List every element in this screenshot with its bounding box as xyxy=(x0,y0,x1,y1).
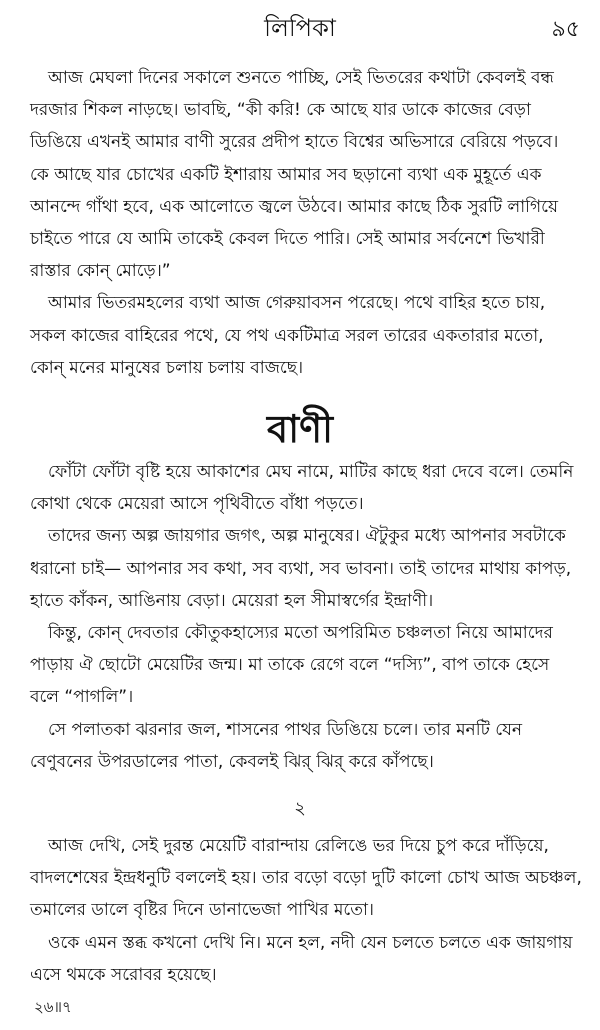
page-number: ৯৫ xyxy=(551,17,580,42)
section-title: বাণী xyxy=(266,407,334,451)
paragraph: কিন্তু, কোন্‌ দেবতার কৌতুকহাস্যের মতো অপরিমিত চঞ্চলতা নিয়ে আমাদের পাড়ায় ঐ ছোটো মেয়েটির জন্ম। মা তাকে রেগে বলে “দস্যি”, বাপ তাকে হেসে বলে “পাগলি”। xyxy=(30,623,553,708)
section-two xyxy=(30,456,582,778)
paragraph: তাদের জন্য অল্প জায়গার জগৎ, অল্প মানুষের। ঐটুকুর মধ্যে আপনার সবটাকে ধরানো চাই— আপনার সব কথা, সব ব্যথা, সব ভাবনা। তাই তাদের মাথায় কাপড়, হাতে কাঁকন, আঙিনায় বেড়া। মেয়েরা হল সীমাস্বর্গের ইন্দ্রাণী। xyxy=(30,526,572,611)
section-number: ২ xyxy=(294,798,306,819)
section-one xyxy=(30,62,582,384)
running-title: লিপিকা xyxy=(264,14,336,42)
printer-signature: ২৬॥৭ xyxy=(34,998,72,1016)
paragraph: আমার ভিতরমহলের ব্যথা আজ গেরুয়াবসন পরেছে। পথে বাহির হতে চায়, সকল কাজের বাহিরের পথে, যে পথ একটিমাত্র সরল তারের একতারার মতো, কোন্‌ মনের মানুষের চলায় চলায় বাজছে। xyxy=(30,293,546,378)
paragraph: ফোঁটা ফোঁটা বৃষ্টি হয়ে আকাশের মেঘ নামে, মাটির কাছে ধরা দেবে বলে। তেমনি কোথা থেকে মেয়েরা আসে পৃথিবীতে বাঁধা পড়তে। xyxy=(30,462,574,515)
section-three xyxy=(30,830,582,991)
paragraph: আজ দেখি, সেই দুরন্ত মেয়েটি বারান্দায় রেলিঙে ভর দিয়ে চুপ করে দাঁড়িয়ে, বাদলশেষের ইন্দ্রধনুটি বললেই হয়। তার বড়ো বড়ো দুটি কালো চোখ আজ অচঞ্চল, তমালের ডালে বৃষ্টির দিনে ডানাভেজা পাখির মতো। xyxy=(30,836,582,921)
paragraph: আজ মেঘলা দিনের সকালে শুনতে পাচ্ছি, সেই ভিতরের কথাটা কেবলই বন্ধ দরজার শিকল নাড়ছে। ভাবছি, “কী করি! কে আছে যার ডাকে কাজের বেড়া ডিঙিয়ে এখনই আমার বাণী সুরের প্রদীপ হাতে বিশ্বের অভিসারে বেরিয়ে পড়বে। কে আছে যার চোখের একটি ইশারায় আমার সব ছড়ানো ব্যথা এক মুহূর্তে এক আনন্দে গাঁথা হবে, এক আলোতে জ্বলে উঠবে। আমার কাছে ঠিক সুরটি লাগিয়ে চাইতে পারে যে আমি তাকেই কেবল দিতে পারি। সেই আমার সর্বনেশে ভিখারী রাস্তার কোন্‌ মোড়ে।” xyxy=(30,68,559,282)
paragraph: সে পলাতকা ঝরনার জল, শাসনের পাথর ডিঙিয়ে চলে। তার মনটি যেন বেণুবনের উপরডালের পাতা, কেবলই ঝির্‌ ঝির্‌ করে কাঁপছে। xyxy=(30,719,523,772)
paragraph: ওকে এমন স্তব্ধ কখনো দেখি নি। মনে হল, নদী যেন চলতে চলতে এক জায়গায় এসে থমকে সরোবর হয়েছে। xyxy=(30,932,573,985)
page-header xyxy=(0,8,600,48)
